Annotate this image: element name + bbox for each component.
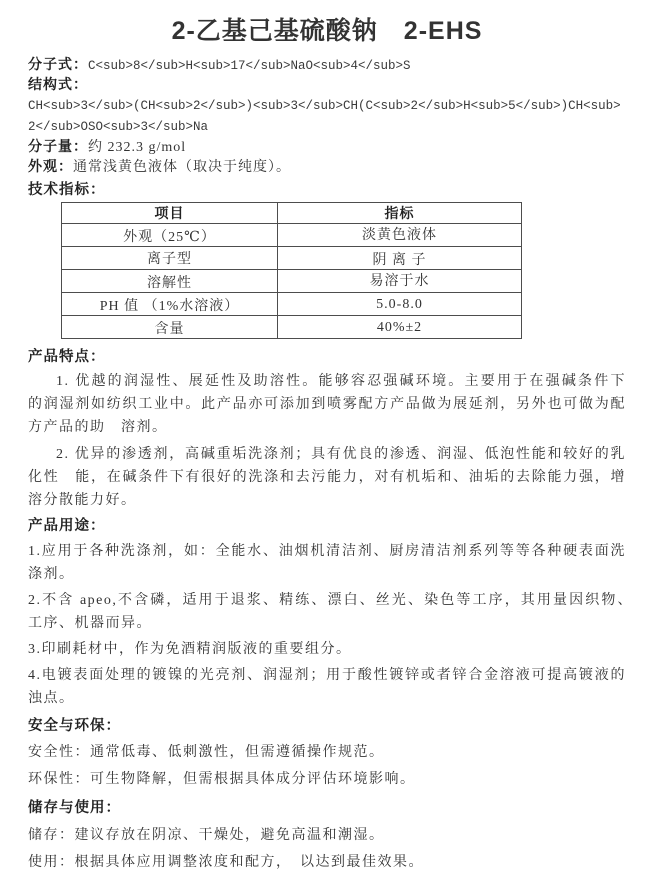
appearance-label: 外观：: [28, 160, 73, 175]
spec-cell-label: 外观（25℃）: [62, 224, 278, 247]
spec-header-item: 项目: [62, 203, 278, 224]
spec-cell-value: 40%±2: [278, 316, 522, 339]
section-heading-uses: 产品用途：: [28, 518, 106, 534]
safety-line: 安全性：通常低毒、低刺激性，但需遵循操作规范。: [28, 745, 385, 760]
section-heading-safety: 安全与环保：: [28, 718, 121, 734]
safety-line: 环保性：可生物降解，但需根据具体成分评估环境影响。: [28, 772, 416, 787]
storage-line: 使用：根据具体应用调整浓度和配方， 以达到最佳效果。: [28, 855, 424, 870]
field-molecular-formula: [28, 56, 626, 76]
section-heading-storage: 储存与使用：: [28, 800, 121, 816]
spec-cell-value: 易溶于水: [278, 270, 522, 293]
page-title: 2-乙基己基硫酸钠 2-EHS: [171, 17, 483, 45]
molecular-weight-value: 约 232.3 g/mol: [88, 140, 187, 155]
spec-cell-value: 阴 离 子: [278, 247, 522, 270]
spec-row-appearance: [62, 224, 522, 247]
specs-table: [61, 202, 522, 339]
spec-header-value: 指标: [278, 203, 522, 224]
field-structural-formula-label: [28, 76, 626, 96]
section-heading-features: 产品特点：: [28, 349, 106, 365]
spec-cell-label: 溶解性: [62, 270, 278, 293]
spec-cell-value: 5.0-8.0: [278, 293, 522, 316]
use-item: 4.电镀表面处理的镀镍的光亮剂、润湿剂；用于酸性镀锌或者锌合金溶液可提高镀液的浊点。: [28, 668, 626, 706]
structural-formula-value: CH<sub>3</sub>(CH<sub>2</sub>)<sub>3</sub>CH(C<sub>2</sub>H<sub>5</sub>)CH<sub>2</sub>OSO<sub>3</sub>Na: [28, 99, 621, 134]
use-item: 2.不含 apeo,不含磷，适用于退浆、精练、漂白、丝光、染色等工序，其用量因织物、 工序、机器而异。: [28, 593, 642, 631]
spec-cell-label: 含量: [62, 316, 278, 339]
molecular-weight-label: 分子量：: [28, 140, 88, 155]
field-appearance: [28, 158, 626, 178]
molecular-formula-value: C<sub>8</sub>H<sub>17</sub>NaO<sub>4</sub>S: [88, 59, 411, 73]
spec-row-solubility: [62, 270, 522, 293]
spec-row-ionic-type: [62, 247, 522, 270]
feature-paragraph: 2. 优异的渗透剂，高碱重垢洗涤剂；具有优良的渗透、润湿、低泡性能和较好的乳化性 能，在碱条件下有很好的洗涤和去污能力，对有机垢和、油垢的去除能力强，增溶分散能力好。: [28, 447, 626, 508]
molecular-formula-label: 分子式：: [28, 58, 88, 73]
storage-line: 储存：建议存放在阴凉、干燥处，避免高温和潮湿。: [28, 828, 385, 843]
spec-row-content: [62, 316, 522, 339]
feature-paragraph: 1. 优越的润湿性、展延性及助溶性。能够容忍强碱环境。主要用于在强碱条件下 的润湿剂如纺织工业中。此产品亦可添加到喷雾配方产品做为展延剂，另外也可做为配方产品的助 溶剂。: [28, 374, 642, 435]
section-heading-specs: 技术指标：: [28, 182, 106, 198]
spec-header-row: [62, 203, 522, 224]
structural-formula-label: 结构式：: [28, 78, 88, 93]
spec-cell-label: PH 值 （1%水溶液）: [62, 293, 278, 316]
field-molecular-weight: [28, 138, 626, 158]
spec-cell-value: 淡黄色液体: [278, 224, 522, 247]
spec-row-ph: [62, 293, 522, 316]
appearance-value: 通常浅黄色液体（取决于纯度）。: [73, 160, 291, 175]
use-item: 3.印刷耗材中，作为免酒精润版液的重要组分。: [28, 642, 352, 657]
use-item: 1.应用于各种洗涤剂，如：全能水、油烟机清洁剂、厨房清洁剂系列等等各种硬表面洗涤剂。: [28, 544, 626, 582]
spec-cell-label: 离子型: [62, 247, 278, 270]
